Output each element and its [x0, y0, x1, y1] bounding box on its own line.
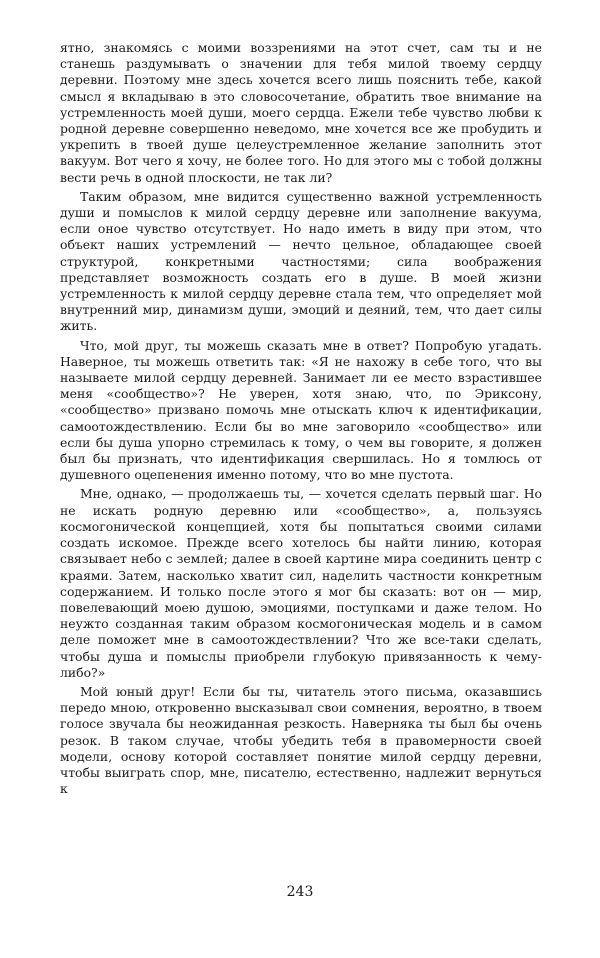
paragraph-5: Мой юный друг! Если бы ты, читатель этого письма, оказавшись передо мною, откровенно высказывал свои сомнения, вероятно, в твоем голосе звучала бы неожиданная резкость. Наверняка ты был бы очень резок. В таком случае, чтобы убедить тебя в правомерности своей модели, основу которой составляет понятие милой сердцу деревни, чтобы выиграть спор, мне, писателю, естественно, надлежит вернуться к	[60, 683, 542, 797]
page-body	[60, 40, 542, 797]
paragraph-2: Таким образом, мне видится существенно важной устремленность души и помыслов к милой сердцу деревне или заполнение вакуума, если оное чувство отсутствует. Но надо иметь в виду при этом, что объект наших устремлений — нечто цельное, обладающее своей структурой, конкретными частностями; сила воображения представляет возможность создать его в душе. В моей жизни устремленность к милой сердцу деревне стала тем, что определяет мой внутренний мир, динамизм души, эмоций и деяний, тем, что дает силы жить.	[60, 188, 542, 334]
paragraph-1: ятно, знакомясь с моими воззрениями на этот счет, сам ты и не станешь раздумывать о значении для тебя милой твоему сердцу деревни. Поэтому мне здесь хочется всего лишь пояснить тебе, какой смысл я вкладываю в это словосочетание, обратить твое внимание на устремленность моей души, моего сердца. Ежели тебе чувство любви к родной деревне совершенно неведомо, мне хочется все же пробудить и укрепить в твоей душе целеустремленное желание заполнить этот вакуум. Вот чего я хочу, не более того. Но для этого мы с тобой должны вести речь в одной плоскости, не так ли?	[60, 40, 542, 185]
paragraph-4: Мне, однако, — продолжаешь ты, — хочется сделать первый шаг. Но не искать родную деревню или «сообщество», а, пользуясь космогонической концепцией, хотя бы попытаться своими силами создать искомое. Прежде всего хотелось бы найти линию, которая связывает небо с землей; далее в своей картине мира соединить центр с краями. Затем, насколько хватит сил, наделить частности конкретным содержанием. И только после этого я мог бы сказать: вот он — мир, повелевающий моею душою, эмоциями, поступками и даже телом. Но неужто созданная таким образом космогоническая модель и в самом деле поможет мне в самоотождествлении? Что же все-таки сделать, чтобы душа и помыслы приобрели глубокую привязанность к чему-либо?»	[60, 486, 542, 680]
page-number: 243	[286, 884, 314, 900]
paragraph-3: Что, мой друг, ты можешь сказать мне в ответ? Попробую угадать. Наверное, ты можешь ответить так: «Я не нахожу в себе того, что вы называете милой сердцу деревней. Занимает ли ее место взрастившее меня «сообщество»? Не уверен, хотя знаю, что, по Эриксону, «сообщество» призвано помочь мне отыскать ключ к идентификации, самоотождествлению. Если бы во мне заговорило «сообщество» или если бы душа упорно стремилась к тому, о чем вы говорите, я должен был бы признать, что идентификация свершилась. Но я томлюсь от душевного оцепенения именно потому, что во мне пустота.	[60, 337, 542, 483]
